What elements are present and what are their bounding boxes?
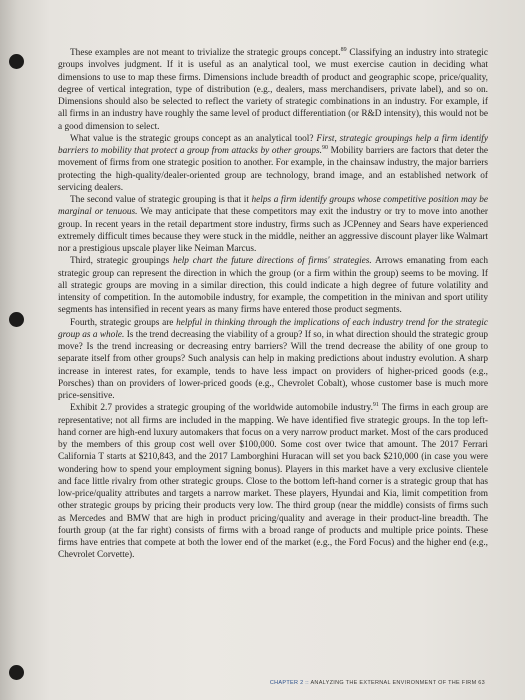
paragraph-3 xyxy=(58,194,488,255)
binder-hole-middle xyxy=(9,312,24,327)
paragraph-4 xyxy=(58,255,488,316)
paragraph-6 xyxy=(58,402,488,561)
page-number: 63 xyxy=(476,680,485,686)
footnote-ref: 91 xyxy=(372,402,379,409)
footnote-ref: 89 xyxy=(340,46,347,53)
footer-chapter: CHAPTER 2 :: xyxy=(269,680,309,686)
text-run: The firms in each group are representative; not all firms are included in the mapping. We have identified five strategic groups. In the top left-hand corner are high-end luxury automakers that focus on a very narrow product market. Most of the cars produced by the members of this group cost well over $100,000. Some cost over twice that amount. The 2017 Ferrari California T starts at $210,843, and the 2017 Lamborghini Huracan will set you back $210,000 (in case you were wondering how to spend your employment signing bonus). Players in this market have a very exclusive clientele and face little rivalry from other strategic groups. Close to the bottom left-hand corner is a strategic group that has low-price/quality attributes and targets a narrow market. These players, Hyundai and Kia, limit competition from other strategic groups by pricing their products very low. The third group (near the middle) consists of firms such as Mercedes and BMW that are high in product pricing/quality and average in their product-line breadth. The fourth group (at the far right) consists of firms with a broad range of products and multiple price points. These firms have entries that compete at both the lower end of the market (e.g., the Ford Focus) and the higher end (e.g., Chevrolet Corvette). xyxy=(58,403,489,561)
binder-hole-bottom xyxy=(9,665,24,680)
body-text xyxy=(58,47,488,562)
text-run: Fourth, strategic groups are xyxy=(70,317,177,328)
footer-title: ANALYZING THE EXTERNAL ENVIRONMENT OF THE FIRM xyxy=(308,680,477,686)
text-run: The second value of strategic grouping is that it xyxy=(70,195,252,205)
emphasized-text: helps a firm identify groups whose competitive position may be marginal or tenuous. xyxy=(58,195,488,218)
text-run: These examples are not meant to trivialize the strategic groups concept. xyxy=(70,48,341,58)
paragraph-5 xyxy=(58,317,488,403)
paragraph-1 xyxy=(58,47,488,133)
text-run: Exhibit 2.7 provides a strategic grouping of the worldwide automobile industry. xyxy=(70,403,373,414)
emphasized-text: First, strategic groupings help a firm identify barriers to mobility that protect a group from attacks by other groups. xyxy=(58,133,488,156)
text-run: Arrows emanating from each strategic group can represent the direction in which the group (or a firm within the group) seems to be moving. If all strategic groups are moving in a similar direction, this could indicate a high degree of future volatility and intensity of competition. In the automobile industry, for example, the competition in the minivan and sport utility segments has intensified in recent years as many firms have entered those product segments. xyxy=(58,256,488,316)
text-run: What value is the strategic groups concept as an analytical tool? xyxy=(70,133,317,144)
binder-hole-top xyxy=(9,54,24,69)
running-footer xyxy=(270,680,485,686)
text-run: Classifying an industry into strategic groups involves judgment. If it is useful as an analytical tool, we must exercise caution in deciding what dimensions to use to map these firms. Dimensions include breadth of product and geographic scope, price/quality, degree of vertical integration, type of distribution (e.g., dealers, mass merchandisers, private label), and so on. Dimensions should also be selected to reflect the variety of strategic combinations in an industry. For example, if all firms in an industry have roughly the same level of product differentiation (or R&D intensity), this would not be a good dimension to select. xyxy=(58,48,488,132)
footnote-ref: 90 xyxy=(322,144,329,151)
text-run: Mobility barriers are factors that deter the movement of firms from one strategic position to another. For example, in the chainsaw industry, the major barriers protecting the high-quality/dealer-oriented group are technology, brand image, and an established network of servicing dealers. xyxy=(58,146,488,193)
text-run: Third, strategic groupings xyxy=(70,256,173,267)
emphasized-text: help chart the future directions of firms' strategies. xyxy=(172,256,372,267)
text-run: We may anticipate that these competitors may exit the industry or try to move into another group. In recent years in the retail department store industry, firms such as JCPenney and Sears have experienced extremely difficult times because they were stuck in the middle, neither an aggressive discount player like Walmart nor a prestigious upscale player like Neiman Marcus. xyxy=(58,207,488,254)
text-run: Is the trend decreasing the viability of a group? If so, in what direction should the strategic group move? Is the trend increasing or decreasing entry barriers? Will the trend decrease the ability of one group to separate itself from other groups? Such analysis can help in making predictions about industry evolution. A sharp increase in interest rates, for example, tends to have less impact on providers of higher-priced goods (e.g., Porsches) than on providers of lower-priced goods (e.g., Chevrolet Cobalt), whose customer base is much more price-sensitive. xyxy=(58,329,488,401)
emphasized-text: helpful in thinking through the implications of each industry trend for the strategic group as a whole. xyxy=(58,317,488,340)
paragraph-2 xyxy=(58,133,488,194)
